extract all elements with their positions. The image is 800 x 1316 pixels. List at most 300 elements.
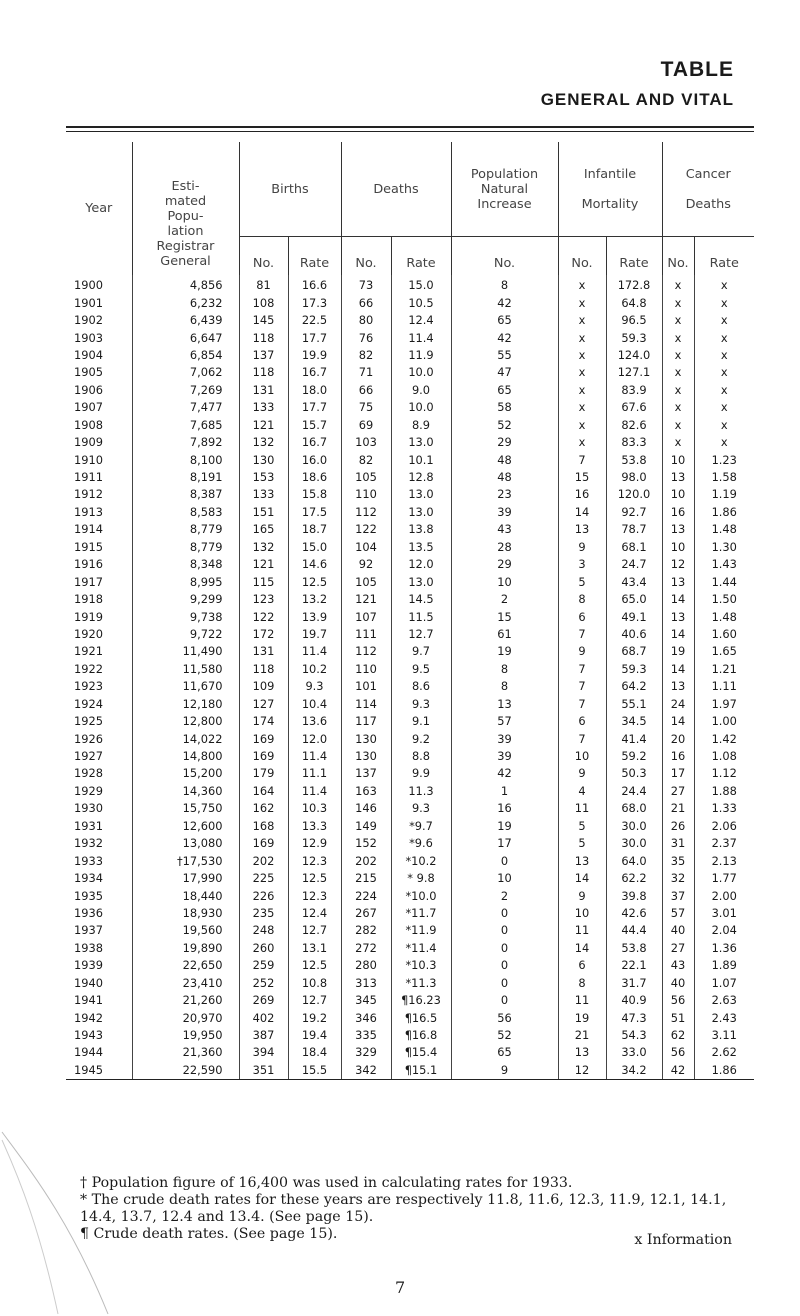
cell-natural-increase: 39 xyxy=(451,504,558,521)
cell-cancer-no: x xyxy=(662,329,694,346)
cell-births-no: 133 xyxy=(239,486,288,503)
cell-year: 1936 xyxy=(66,905,132,922)
cell-deaths-no: 112 xyxy=(341,643,391,660)
cell-births-rate: 12.7 xyxy=(288,992,341,1009)
cell-births-no: 131 xyxy=(239,643,288,660)
cell-population: 4,856 xyxy=(132,275,239,294)
footnote-pilcrow: ¶ Crude death rates. (See page 15). xyxy=(80,1226,338,1242)
cell-births-no: 248 xyxy=(239,922,288,939)
cell-cancer-no: 40 xyxy=(662,975,694,992)
cell-cancer-no: 13 xyxy=(662,608,694,625)
cell-cancer-rate: 1.33 xyxy=(711,801,737,816)
cell-infant-rate: 82.6 xyxy=(606,417,662,434)
header-cancer-rate: Rate xyxy=(694,237,754,276)
cell-births-rate: 19.7 xyxy=(288,626,341,643)
cell-births-no: 162 xyxy=(239,800,288,817)
cell-year: 1934 xyxy=(66,870,132,887)
cell-infant-no: 16 xyxy=(558,486,606,503)
cell-population: 7,892 xyxy=(132,434,239,451)
cell-natural-increase: 65 xyxy=(451,1044,558,1061)
cell-births-rate: 18.4 xyxy=(288,1044,341,1061)
table-row xyxy=(66,312,754,329)
cell-cancer-no: 27 xyxy=(662,783,694,800)
header-year: Year xyxy=(66,142,132,275)
cell-infant-rate: 39.8 xyxy=(606,887,662,904)
cell-deaths-rate: 10.5 xyxy=(391,294,451,311)
cell-infant-no: x xyxy=(558,347,606,364)
cell-deaths-no: 110 xyxy=(341,486,391,503)
cell-natural-increase: 61 xyxy=(451,626,558,643)
cell-natural-increase: 19 xyxy=(451,818,558,835)
cell-births-no: 202 xyxy=(239,852,288,869)
table-row xyxy=(66,1009,754,1026)
cell-natural-increase: 23 xyxy=(451,486,558,503)
cell-population: 12,180 xyxy=(132,696,239,713)
cell-births-rate: 17.7 xyxy=(288,329,341,346)
cell-infant-rate: 30.0 xyxy=(606,835,662,852)
cell-infant-no: x xyxy=(558,294,606,311)
cell-natural-increase: 42 xyxy=(451,765,558,782)
cell-births-no: 133 xyxy=(239,399,288,416)
cell-infant-no: 11 xyxy=(558,800,606,817)
cell-infant-no: 5 xyxy=(558,573,606,590)
cell-cancer-rate: x xyxy=(720,435,728,450)
cell-births-rate: 15.7 xyxy=(288,417,341,434)
cell-deaths-no: 130 xyxy=(341,730,391,747)
cell-population: 21,360 xyxy=(132,1044,239,1061)
cell-births-rate: 15.0 xyxy=(288,539,341,556)
cell-infant-rate: 42.6 xyxy=(606,905,662,922)
cell-births-no: 260 xyxy=(239,940,288,957)
cell-infant-rate: 59.3 xyxy=(606,329,662,346)
cell-year: 1921 xyxy=(66,643,132,660)
cell-births-rate: 19.9 xyxy=(288,347,341,364)
cell-deaths-no: 82 xyxy=(341,451,391,468)
cell-year: 1931 xyxy=(66,818,132,835)
cell-infant-no: 7 xyxy=(558,661,606,678)
cell-cancer-rate: 2.00 xyxy=(711,888,737,903)
cell-births-rate: 18.7 xyxy=(288,521,341,538)
cell-births-no: 235 xyxy=(239,905,288,922)
cell-births-rate: 11.1 xyxy=(288,765,341,782)
cell-year: 1933 xyxy=(66,852,132,869)
cell-deaths-rate: ¶16.23 xyxy=(391,992,451,1009)
cell-cancer-rate: 1.97 xyxy=(711,696,737,711)
cell-cancer-rate: 1.65 xyxy=(711,644,737,659)
cell-population: 15,750 xyxy=(132,800,239,817)
cell-natural-increase: 47 xyxy=(451,364,558,381)
header-births: Births xyxy=(239,142,341,237)
cell-births-rate: 10.4 xyxy=(288,696,341,713)
cell-births-rate: 12.5 xyxy=(288,573,341,590)
table-row xyxy=(66,434,754,451)
cell-cancer-rate: 1.89 xyxy=(711,958,737,973)
cell-infant-no: 10 xyxy=(558,748,606,765)
table-row xyxy=(66,643,754,660)
cell-deaths-rate: 8.9 xyxy=(391,417,451,434)
table-row xyxy=(66,696,754,713)
header-cancer-deaths: Cancer Deaths xyxy=(685,166,731,212)
cell-infant-no: x xyxy=(558,312,606,329)
cell-deaths-no: 107 xyxy=(341,608,391,625)
table-row xyxy=(66,556,754,573)
cell-natural-increase: 15 xyxy=(451,608,558,625)
cell-cancer-rate: 1.77 xyxy=(711,871,737,886)
cell-cancer-rate: x xyxy=(720,313,728,328)
cell-births-rate: 15.5 xyxy=(288,1062,341,1080)
cell-cancer-rate: 1.48 xyxy=(711,609,737,624)
cell-deaths-no: 272 xyxy=(341,940,391,957)
cell-population: 22,650 xyxy=(132,957,239,974)
cell-infant-no: 7 xyxy=(558,696,606,713)
cell-births-rate: 11.4 xyxy=(288,748,341,765)
cell-cancer-no: 32 xyxy=(662,870,694,887)
cell-population: 20,970 xyxy=(132,1009,239,1026)
cell-cancer-no: 13 xyxy=(662,678,694,695)
cell-natural-increase: 42 xyxy=(451,329,558,346)
cell-infant-rate: 98.0 xyxy=(606,469,662,486)
cell-natural-increase: 1 xyxy=(451,783,558,800)
cell-cancer-rate: 2.37 xyxy=(711,836,737,851)
cell-births-rate: 17.7 xyxy=(288,399,341,416)
cell-year: 1909 xyxy=(66,434,132,451)
cell-deaths-rate: 9.9 xyxy=(391,765,451,782)
cell-natural-increase: 52 xyxy=(451,1027,558,1044)
cell-deaths-no: 73 xyxy=(341,275,391,294)
cell-year: 1912 xyxy=(66,486,132,503)
cell-deaths-rate: *9.6 xyxy=(391,835,451,852)
cell-natural-increase: 13 xyxy=(451,696,558,713)
cell-births-no: 387 xyxy=(239,1027,288,1044)
cell-deaths-no: 117 xyxy=(341,713,391,730)
cell-births-no: 115 xyxy=(239,573,288,590)
cell-infant-rate: 78.7 xyxy=(606,521,662,538)
cell-births-rate: 12.5 xyxy=(288,957,341,974)
cell-infant-no: 7 xyxy=(558,626,606,643)
cell-deaths-rate: 12.4 xyxy=(391,312,451,329)
cell-population: 8,779 xyxy=(132,521,239,538)
cell-natural-increase: 65 xyxy=(451,312,558,329)
cell-births-rate: 9.3 xyxy=(288,678,341,695)
cell-deaths-rate: 11.5 xyxy=(391,608,451,625)
cell-population: 22,590 xyxy=(132,1062,239,1080)
cell-cancer-no: 19 xyxy=(662,643,694,660)
cell-deaths-no: 267 xyxy=(341,905,391,922)
cell-births-rate: 12.5 xyxy=(288,870,341,887)
cell-deaths-rate: ¶15.4 xyxy=(391,1044,451,1061)
cell-year: 1904 xyxy=(66,347,132,364)
cell-deaths-no: 101 xyxy=(341,678,391,695)
table-row xyxy=(66,661,754,678)
cell-natural-increase: 28 xyxy=(451,539,558,556)
cell-deaths-no: 215 xyxy=(341,870,391,887)
cell-cancer-rate: 2.04 xyxy=(711,923,737,938)
cell-births-no: 168 xyxy=(239,818,288,835)
cell-cancer-no: 14 xyxy=(662,713,694,730)
cell-year: 1902 xyxy=(66,312,132,329)
cell-cancer-rate: 1.86 xyxy=(694,1062,754,1080)
cell-cancer-no: x xyxy=(662,312,694,329)
cell-deaths-rate: 12.7 xyxy=(391,626,451,643)
cell-cancer-no: x xyxy=(662,294,694,311)
cell-deaths-rate: 9.3 xyxy=(391,696,451,713)
cell-infant-rate: 53.8 xyxy=(606,940,662,957)
cell-cancer-no: 56 xyxy=(662,992,694,1009)
cell-infant-no: 7 xyxy=(558,678,606,695)
cell-cancer-no: x xyxy=(662,275,694,294)
cell-births-no: 226 xyxy=(239,887,288,904)
cell-deaths-no: 121 xyxy=(341,591,391,608)
cell-infant-no: x xyxy=(558,434,606,451)
table-row xyxy=(66,347,754,364)
cell-infant-no: 6 xyxy=(558,713,606,730)
table-row xyxy=(66,539,754,556)
cell-births-no: 109 xyxy=(239,678,288,695)
cell-births-no: 402 xyxy=(239,1009,288,1026)
cell-year: 1941 xyxy=(66,992,132,1009)
cell-deaths-rate: 9.1 xyxy=(391,713,451,730)
cell-cancer-rate: x xyxy=(720,417,728,432)
table-row xyxy=(66,765,754,782)
cell-infant-no: 13 xyxy=(558,521,606,538)
cell-cancer-rate: 2.06 xyxy=(711,818,737,833)
cell-cancer-no: x xyxy=(662,417,694,434)
cell-deaths-rate: 9.2 xyxy=(391,730,451,747)
cell-cancer-rate: 2.62 xyxy=(711,1045,737,1060)
cell-cancer-rate: 1.50 xyxy=(711,592,737,607)
cell-infant-rate: 54.3 xyxy=(606,1027,662,1044)
table-row xyxy=(66,1027,754,1044)
cell-infant-no: 6 xyxy=(558,608,606,625)
cell-births-rate: 12.3 xyxy=(288,852,341,869)
cell-cancer-rate: x xyxy=(720,295,728,310)
cell-year: 1930 xyxy=(66,800,132,817)
cell-year: 1920 xyxy=(66,626,132,643)
cell-infant-rate: 53.8 xyxy=(606,451,662,468)
cell-cancer-no: 16 xyxy=(662,504,694,521)
header-natural-increase: Population Natural Increase xyxy=(451,142,558,237)
cell-natural-increase: 0 xyxy=(451,940,558,957)
cell-births-no: 130 xyxy=(239,451,288,468)
cell-infant-no: 21 xyxy=(558,1027,606,1044)
cell-cancer-rate: 1.88 xyxy=(711,783,737,798)
margin-pencil-mark xyxy=(0,1130,120,1316)
cell-year: 1943 xyxy=(66,1027,132,1044)
cell-deaths-rate: 11.3 xyxy=(391,783,451,800)
cell-infant-no: x xyxy=(558,417,606,434)
cell-births-rate: 17.5 xyxy=(288,504,341,521)
cell-year: 1916 xyxy=(66,556,132,573)
cell-deaths-no: 82 xyxy=(341,347,391,364)
cell-deaths-rate: 13.0 xyxy=(391,573,451,590)
cell-natural-increase: 0 xyxy=(451,992,558,1009)
table-row xyxy=(66,486,754,503)
cell-deaths-rate: 15.0 xyxy=(391,275,451,294)
cell-deaths-rate: *9.7 xyxy=(391,818,451,835)
cell-births-rate: 12.4 xyxy=(288,905,341,922)
cell-cancer-no: 35 xyxy=(662,852,694,869)
cell-cancer-no: 20 xyxy=(662,730,694,747)
cell-cancer-no: 57 xyxy=(662,905,694,922)
cell-natural-increase: 29 xyxy=(451,434,558,451)
cell-births-rate: 18.6 xyxy=(288,469,341,486)
cell-year: 1926 xyxy=(66,730,132,747)
cell-births-rate: 13.9 xyxy=(288,608,341,625)
table-row xyxy=(66,591,754,608)
cell-cancer-no: 51 xyxy=(662,1009,694,1026)
cell-infant-rate: 44.4 xyxy=(606,922,662,939)
cell-cancer-rate: 1.44 xyxy=(711,574,737,589)
cell-cancer-no: 14 xyxy=(662,661,694,678)
cell-population: 21,260 xyxy=(132,992,239,1009)
cell-deaths-no: 104 xyxy=(341,539,391,556)
cell-births-rate: 16.7 xyxy=(288,364,341,381)
cell-population: 14,360 xyxy=(132,783,239,800)
cell-year: 1903 xyxy=(66,329,132,346)
cell-cancer-rate: 1.36 xyxy=(711,940,737,955)
cell-population: 18,440 xyxy=(132,887,239,904)
cell-births-no: 169 xyxy=(239,748,288,765)
cell-cancer-no: 12 xyxy=(662,556,694,573)
cell-births-rate: 13.3 xyxy=(288,818,341,835)
cell-deaths-rate: ¶16.5 xyxy=(391,1009,451,1026)
cell-population: 7,269 xyxy=(132,382,239,399)
cell-infant-rate: 49.1 xyxy=(606,608,662,625)
cell-natural-increase: 58 xyxy=(451,399,558,416)
header-infant-no: No. xyxy=(558,237,606,276)
cell-natural-increase: 17 xyxy=(451,835,558,852)
cell-births-no: 145 xyxy=(239,312,288,329)
cell-cancer-no: 56 xyxy=(662,1044,694,1061)
cell-deaths-rate: 11.9 xyxy=(391,347,451,364)
cell-natural-increase: 55 xyxy=(451,347,558,364)
cell-deaths-no: 110 xyxy=(341,661,391,678)
cell-infant-no: x xyxy=(558,329,606,346)
cell-deaths-rate: 14.5 xyxy=(391,591,451,608)
cell-births-no: 118 xyxy=(239,661,288,678)
cell-births-rate: 16.0 xyxy=(288,451,341,468)
cell-deaths-rate: 9.5 xyxy=(391,661,451,678)
cell-cancer-no: x xyxy=(662,347,694,364)
cell-cancer-rate: x xyxy=(720,400,728,415)
cell-natural-increase: 10 xyxy=(451,870,558,887)
page-number: 7 xyxy=(395,1278,406,1297)
table-row xyxy=(66,678,754,695)
cell-population: 19,560 xyxy=(132,922,239,939)
cell-deaths-no: 66 xyxy=(341,382,391,399)
cell-infant-rate: 64.0 xyxy=(606,852,662,869)
cell-cancer-no: 26 xyxy=(662,818,694,835)
cell-population: 6,854 xyxy=(132,347,239,364)
cell-population: 11,490 xyxy=(132,643,239,660)
cell-natural-increase: 57 xyxy=(451,713,558,730)
cell-births-rate: 16.7 xyxy=(288,434,341,451)
cell-cancer-rate: 1.19 xyxy=(711,487,737,502)
cell-natural-increase: 0 xyxy=(451,957,558,974)
cell-year: 1925 xyxy=(66,713,132,730)
cell-population: 8,191 xyxy=(132,469,239,486)
cell-deaths-no: 149 xyxy=(341,818,391,835)
cell-cancer-no: 27 xyxy=(662,940,694,957)
cell-infant-no: x xyxy=(558,275,606,294)
cell-deaths-rate: 13.0 xyxy=(391,434,451,451)
cell-deaths-no: 280 xyxy=(341,957,391,974)
table-row xyxy=(66,382,754,399)
table-heading: TABLE xyxy=(660,58,734,81)
cell-deaths-rate: 12.8 xyxy=(391,469,451,486)
cell-births-no: 132 xyxy=(239,434,288,451)
cell-population: 7,685 xyxy=(132,417,239,434)
cell-births-no: 164 xyxy=(239,783,288,800)
table-row xyxy=(66,800,754,817)
cell-natural-increase: 48 xyxy=(451,469,558,486)
cell-infant-rate: 30.0 xyxy=(606,818,662,835)
cell-infant-no: 9 xyxy=(558,643,606,660)
table-row xyxy=(66,940,754,957)
table-row xyxy=(66,504,754,521)
cell-natural-increase: 16 xyxy=(451,800,558,817)
cell-population: 14,022 xyxy=(132,730,239,747)
cell-natural-increase: 56 xyxy=(451,1009,558,1026)
cell-births-rate: 13.2 xyxy=(288,591,341,608)
cell-year: 1945 xyxy=(66,1062,132,1080)
cell-infant-no: 8 xyxy=(558,591,606,608)
cell-infant-rate: 172.8 xyxy=(606,275,662,294)
cell-population: 9,738 xyxy=(132,608,239,625)
cell-infant-rate: 124.0 xyxy=(606,347,662,364)
table-row xyxy=(66,870,754,887)
cell-population: 11,580 xyxy=(132,661,239,678)
cell-infant-no: 9 xyxy=(558,887,606,904)
cell-natural-increase: 2 xyxy=(451,591,558,608)
cell-infant-rate: 40.9 xyxy=(606,992,662,1009)
cell-deaths-rate: 11.4 xyxy=(391,329,451,346)
cell-infant-no: 11 xyxy=(558,922,606,939)
cell-infant-no: 14 xyxy=(558,504,606,521)
cell-year: 1917 xyxy=(66,573,132,590)
cell-deaths-no: 329 xyxy=(341,1044,391,1061)
cell-births-no: 118 xyxy=(239,329,288,346)
cell-infant-no: 14 xyxy=(558,940,606,957)
cell-births-no: 123 xyxy=(239,591,288,608)
cell-population: 7,062 xyxy=(132,364,239,381)
cell-deaths-no: 346 xyxy=(341,1009,391,1026)
cell-deaths-rate: * 9.8 xyxy=(391,870,451,887)
cell-infant-rate: 33.0 xyxy=(606,1044,662,1061)
cell-year: 1940 xyxy=(66,975,132,992)
cell-cancer-no: x xyxy=(662,364,694,381)
cell-births-rate: 12.9 xyxy=(288,835,341,852)
cell-infant-rate: 40.6 xyxy=(606,626,662,643)
cell-population: 6,232 xyxy=(132,294,239,311)
table-row xyxy=(66,975,754,992)
cell-infant-rate: 120.0 xyxy=(606,486,662,503)
cell-year: 1908 xyxy=(66,417,132,434)
cell-population: 23,410 xyxy=(132,975,239,992)
cell-births-rate: 18.0 xyxy=(288,382,341,399)
table-row xyxy=(66,835,754,852)
table-row xyxy=(66,1062,754,1080)
cell-births-no: 225 xyxy=(239,870,288,887)
cell-cancer-no: 62 xyxy=(662,1027,694,1044)
cell-deaths-no: 335 xyxy=(341,1027,391,1044)
vital-statistics-table xyxy=(66,142,754,1080)
cell-deaths-no: 224 xyxy=(341,887,391,904)
cell-births-rate: 15.8 xyxy=(288,486,341,503)
cell-deaths-rate: 10.0 xyxy=(391,399,451,416)
table-row xyxy=(66,364,754,381)
cell-population: 8,100 xyxy=(132,451,239,468)
